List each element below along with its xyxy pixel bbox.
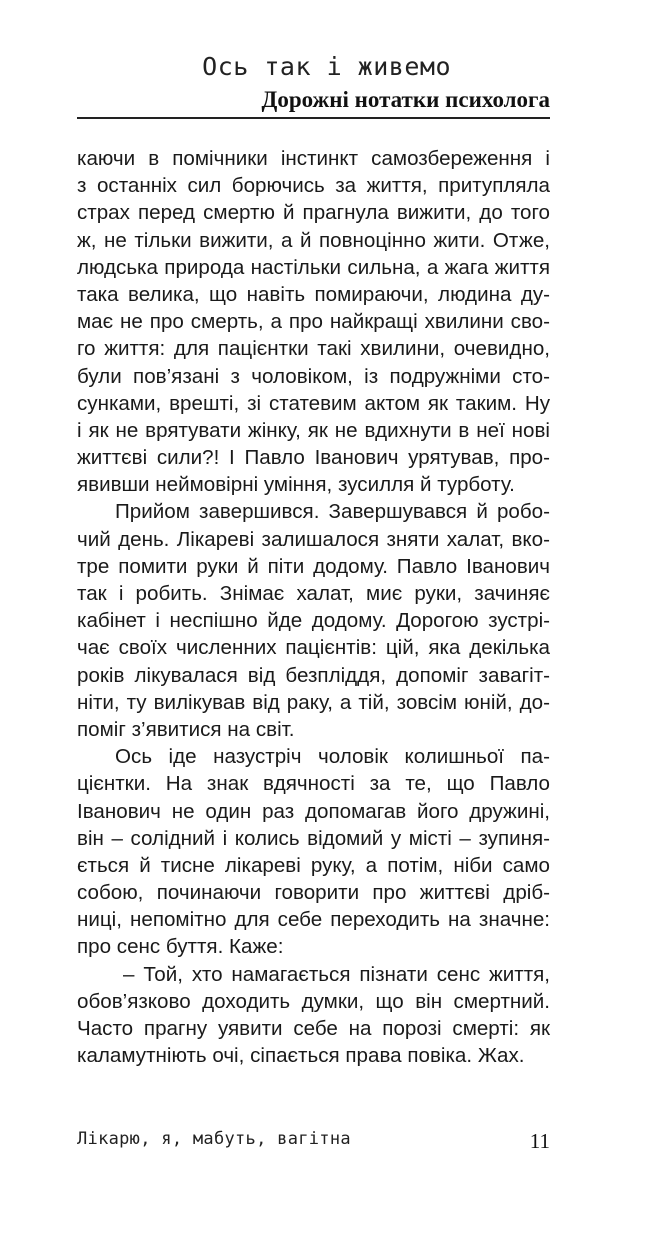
text-line: так і робить. Знімає халат, миє руки, зачиняє — [77, 582, 550, 605]
dialogue-line: – Той, хто намагається пізнати сенс життя, — [123, 962, 550, 986]
text-line: чає своїх численних пацієнтів: цій, яка декілька — [77, 636, 550, 660]
text-line: має не про смерть, а про найкращі хвилини сво- — [77, 310, 550, 334]
text-line: Часто прагну уявити себе на порозі смерті: як — [77, 1017, 550, 1040]
text-line: ж, не тільки вижити, а й повноцінно жити. Отже, — [77, 228, 550, 252]
paragraph-first-line: Ось іде назустріч чоловік колишньої па- — [115, 745, 550, 769]
body-text — [77, 145, 550, 1069]
text-line: життєві сили?! І Павло Іванович урятував, про- — [77, 446, 550, 470]
text-line: го життя: для пацієнтки такі хвилини, очевидно, — [77, 337, 550, 361]
paragraph-first-line: Прийом завершився. Завершувався й робо- — [115, 500, 550, 524]
text-line: кабінет і неспішно йде додому. Дорогою зустрі- — [77, 609, 550, 633]
text-line: про сенс буття. Каже: — [77, 935, 284, 959]
text-line: людська природа настільки сильна, а жага життя — [77, 255, 550, 279]
text-line: явивши неймовірні уміння, зусилля й турботу. — [77, 473, 515, 497]
text-line: ніти, ту вилікував від раку, а тій, зовсім юній, до- — [77, 690, 550, 714]
text-line: така велика, що навіть помираючи, людина ду- — [77, 282, 550, 306]
text-line: ниці, непомітно для себе переходить на значне: — [77, 908, 550, 932]
header-divider — [77, 117, 550, 119]
text-line: страх перед смертю й прагнула вижити, до того — [77, 201, 550, 225]
text-line: ється й тисне лікареві руку, а потім, ніби само — [77, 853, 550, 877]
page-number: 11 — [529, 1129, 550, 1153]
text-line: сунками, врешті, зі статевим актом як таким. Ну — [77, 391, 550, 415]
text-line: цієнтки. На знак вдячності за те, що Павло — [77, 772, 550, 796]
text-line: з останніх сил борючись за життя, притупляла — [77, 174, 550, 198]
text-line: і як не врятувати жінку, як не вдихнути в неї нові — [77, 418, 550, 442]
text-line: років лікувалася від безпліддя, допоміг завагіт- — [77, 663, 550, 687]
text-line: він – солідний і колись відомий у місті – зупиня- — [77, 826, 550, 850]
text-line: поміг з’явитися на світ. — [77, 717, 295, 741]
running-header-subtitle: Дорожні нотатки психолога — [261, 87, 550, 112]
running-header-title: Ось так і живемо — [202, 52, 451, 81]
text-line: каючи в помічники інстинкт самозбереження і — [77, 147, 550, 170]
running-footer-title: Лікарю, я, мабуть, вагітна — [77, 1129, 351, 1149]
text-line: Іванович не один раз допомагав його дружині, — [77, 799, 550, 823]
text-line: були пов’язані з чоловіком, із подружніми сто- — [77, 364, 550, 388]
text-line: тре помити руки й піти додому. Павло Іванович — [77, 554, 550, 578]
text-line: собою, починаючи говорити про життєві дріб- — [77, 881, 550, 905]
text-line: обов’язково доходить думки, що він смертний. — [77, 989, 550, 1013]
text-line: чий день. Лікареві залишалося зняти халат, вко- — [77, 527, 550, 551]
text-line: каламутніють очі, сіпається права повіка. Жах. — [77, 1044, 525, 1068]
